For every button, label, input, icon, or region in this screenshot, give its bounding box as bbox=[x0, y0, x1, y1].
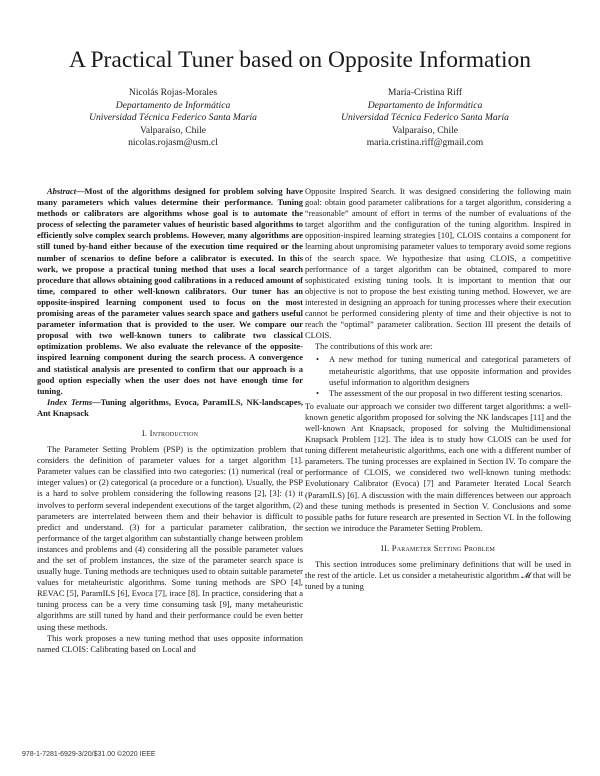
abstract-text: —Most of the algorithms designed for problem solving have many parameters which values determine their performance. Tuning methods or calibrators are algorithms whose goal is to automate the process of selecting the parameter values of heuristic based algorithms to efficiently solve complex search problems. However, many algorithms are still tuned by-hand either because of the execution time required or the number of scenarios to define before a calibrator is executed. In this work, we propose a practical tuning method that uses a local search procedure that allows obtaining good calibrations in a reduced amount of time, compared to other well-known calibrators. Our tuner has an opposite-inspired learning component used to focus on the most promising areas of the parameter values search space and gathers useful parameter information that is provided to the user. We compare our proposal with two well-known tuners to calibrate two classical optimization problems. We also evaluate the relevance of the opposite-inspired learning component during the search process. A convergence and statistical analysis are presented to confirm that our approach is a good option especially when the user does not have enough time for tuning. bbox=[37, 186, 303, 396]
author-university: Universidad Técnica Federico Santa María bbox=[89, 112, 257, 124]
contributions-list bbox=[305, 354, 571, 398]
author-university: Universidad Técnica Federico Santa María bbox=[341, 112, 509, 124]
list-item bbox=[316, 354, 571, 387]
section-heading-parameter-setting bbox=[305, 543, 571, 554]
abstract-label: Abstract bbox=[47, 186, 77, 196]
author-name: María-Cristina Riff bbox=[387, 87, 463, 98]
author-location: Valparaíso, Chile bbox=[391, 124, 459, 136]
list-item-text: A new method for tuning numerical and categorical parameters of metaheuristic algorithms, that use opposite information and provides useful information to algorithm designers bbox=[329, 354, 571, 387]
right-column bbox=[305, 186, 571, 592]
contributions-intro: The contributions of this work are: bbox=[315, 341, 433, 352]
index-terms bbox=[37, 397, 303, 419]
author-department: Departamento de Informática bbox=[367, 99, 483, 111]
list-item bbox=[316, 387, 571, 399]
section-title: Introduction bbox=[149, 427, 199, 438]
intro-paragraph-3: Opposite Inspired Search. It was designed considering the following main goal: obtain good parameter calibrations for a target algorithm, considering a “reasonable” amount of effort in terms of the number of evaluations of the target algorithm and the configuration of the tuning algorithm. Inspired in opposition-inspired learning strategies [10], CLOIS contains a component for learning about unpromising parameter values to temporary avoid some regions of the search space. We hypothesize that using CLOIS, a competitive performance of a target algorithm can be obtained, compared to more sophisticated existing tuning tools. It is important to mention that our objective is not to propose the best existing tuning method. However, we are interested in designing an approach for tuning processes where their execution cannot be performed considering plenty of time and their objective is not to reach the “optimal” parameter calibration. Section III present the details of CLOIS. bbox=[305, 186, 571, 341]
section-numeral: II. bbox=[380, 542, 390, 553]
author-department: Departamento de Informática bbox=[115, 99, 231, 111]
author-email[interactable]: maria.cristina.riff@gmail.com bbox=[366, 137, 484, 149]
section-title: Parameter Setting Problem bbox=[391, 542, 496, 553]
author-name: Nicolás Rojas-Morales bbox=[128, 87, 218, 98]
bullet-icon: • bbox=[316, 387, 319, 398]
author-block-2 bbox=[290, 87, 560, 150]
intro-paragraph-1: The Parameter Setting Problem (PSP) is the optimization problem that considers the definition of parameter values for a target algorithm [1]. Parameter values can be classified into two categories: (1) numerical (real or integer values) or (2) categorical (a procedure or a function). Usually, the PSP is a hard to solve problem considering the following reasons [2], [3]: (1) it involves to perform several independent executions of the target algorithm, (2) parameters are interrelated between them and their behavior is difficult to predict and understand. (3) for a particular parameter calibration, the performance of the target algorithm can substantially change between problem instances and problems and (4) considering all the possible parameter values and the set of problem instances, the size of the parameter search space is usually huge. Tuning methods are techniques used to obtain suitable parameter values for metaheuristic algorithms. Some tuning methods are SPO [4], REVAC [5], ParamILS [6], Evoca [7], irace [8]. In practice, considering that a tuning process can be a very time consuming task [9], many metaheuristic algorithms are still tuned by hand and their performance could be even better using these methods. bbox=[37, 444, 303, 632]
index-terms-label: Index Terms bbox=[47, 396, 93, 407]
section2-paragraph-1: This section introduces some preliminary definitions that will be used in the rest of the article. Let us consider a metaheuristic algorithm 𝓜 that will be tuned by a tuning bbox=[305, 559, 571, 592]
abstract bbox=[37, 186, 303, 397]
section-numeral: I. bbox=[141, 427, 148, 438]
paper-title: A Practical Tuner based on Opposite Information bbox=[68, 47, 532, 73]
author-email[interactable]: nicolas.rojasm@usm.cl bbox=[128, 137, 218, 149]
copyright-footer: 978-1-7281-6929-3/20/$31.00 ©2020 IEEE bbox=[22, 751, 156, 758]
index-terms-text: —Tuning algorithms, Evoca, ParamILS, NK-landscapes, Ant Knapsack bbox=[37, 396, 303, 418]
author-location: Valparaíso, Chile bbox=[139, 124, 207, 136]
intro-paragraph-2: This work proposes a new tuning method that uses opposite information named CLOIS: Calibrating based on Local and bbox=[37, 632, 303, 654]
intro-paragraph-4: To evaluate our approach we consider two different target algorithms: a well-known genetic algorithm proposed for solving the NK landscapes [11] and the well-known Ant Knapsack, proposed for solving the Multidimensional Knapsack Problem [12]. The idea is to study how CLOIS can be used for tuning different metaheuristic algorithms, each one with a different number of parameters. The tuning processes are explained in Section IV. To compare the performance of CLOIS, we considered two well-known tuning methods: Evolutionary Calibrator (Evoca) [7] and Parameter Iterated Local Search (ParamILS) [6]. A discussion with the main differences between our approach and these tuning methods is presented in Section V. Conclusions and some possible paths for future research are presented in Section VI. In the following section we introduce the Parameter Setting Problem. bbox=[305, 400, 571, 533]
author-block-1 bbox=[38, 87, 308, 150]
bullet-icon: • bbox=[316, 354, 319, 365]
section-heading-introduction bbox=[37, 428, 303, 439]
list-item-text: The assessment of the our proposal in two different testing scenarios. bbox=[329, 387, 563, 398]
left-column bbox=[37, 186, 303, 655]
